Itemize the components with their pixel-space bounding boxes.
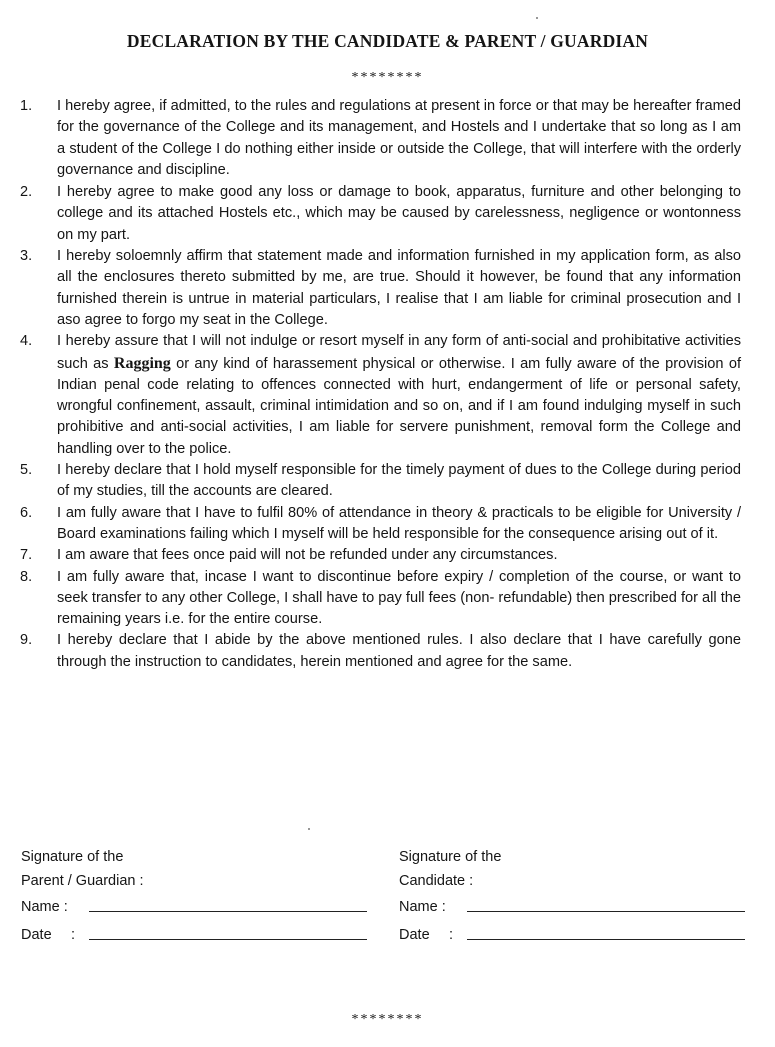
parent-date-row: [21, 921, 371, 949]
list-item: [0, 331, 775, 460]
list-item: [0, 96, 775, 181]
scan-speck: [536, 17, 538, 19]
date-colon: :: [71, 927, 76, 943]
signature-role: Candidate :: [399, 873, 474, 889]
separator-bottom: ********: [351, 1012, 424, 1027]
item-number: 1.: [20, 98, 33, 114]
candidate-name-field[interactable]: [467, 911, 745, 912]
list-item: [0, 460, 775, 503]
page-title: DECLARATION BY THE CANDIDATE & PARENT / GUARDIAN: [126, 31, 649, 51]
signature-heading: Signature of the: [399, 849, 502, 865]
name-label: Name :: [21, 899, 68, 915]
item-number: 2.: [20, 184, 33, 201]
item-text: [57, 331, 741, 460]
candidate-signature-block: [399, 845, 749, 949]
parent-name-field[interactable]: [89, 911, 367, 912]
item-number: 4.: [20, 333, 33, 350]
list-item: [0, 503, 775, 546]
item-number: 7.: [20, 547, 33, 564]
item-text: I hereby declare that I abide by the above mentioned rules. I also declare that I have carefully gone through the instruction to candidates, herein mentioned and agree for the same.: [57, 632, 741, 670]
item-number: 9.: [20, 632, 33, 649]
item-text: I am aware that fees once paid will not be refunded under any circumstances.: [57, 547, 558, 564]
item-text-part: I hereby assure that I will not indulge or resort myself in any form of anti-social and prohibitative activities such as: [57, 333, 741, 372]
item-text: I am fully aware that I have to fulfil 80% of attendance in theory & practicals to be eligible for University / Board examinations failing which I myself will be held responsible for the consequence arising out of it.: [57, 504, 741, 542]
item-number: 5.: [20, 462, 33, 479]
scan-speck: [308, 828, 310, 830]
item-text: I am fully aware that, incase I want to discontinue before expiry / completion of the course, or want to seek transfer to any other College, I shall have to pay full fees (non- refundable) then prescribed for all the remaining years i.e. for the entire course.: [57, 568, 741, 628]
date-label: Date: [399, 927, 430, 943]
declaration-list: [0, 96, 775, 673]
list-item: [0, 182, 775, 246]
item-text: I hereby agree to make good any loss or damage to book, apparatus, furniture and other belonging to college and its attached Hostels etc., which may be caused by carelessness, negligence or wontonness on my part.: [57, 184, 741, 243]
separator-top: ********: [351, 70, 424, 85]
candidate-date-row: [399, 921, 749, 949]
item-text: I hereby agree, if admitted, to the rules and regulations at present in force or that may be hereafter framed for the governance of the College and its management, and Hostels and I undertake that so long as I am a student of the College I do nothing either inside or outside the College, that will interfere with the orderly governance and discipline.: [57, 98, 741, 178]
parent-name-row: [21, 893, 371, 921]
candidate-name-row: [399, 893, 749, 921]
item-text: I hereby declare that I hold myself responsible for the timely payment of dues to the College during period of my studies, till the accounts are cleared.: [57, 462, 741, 500]
item-number: 8.: [20, 568, 33, 585]
name-label: Name :: [399, 899, 446, 915]
candidate-date-field[interactable]: [467, 939, 745, 940]
item-number: 3.: [20, 248, 33, 265]
parent-date-field[interactable]: [89, 939, 367, 940]
date-label: Date: [21, 927, 52, 943]
item-text: I hereby soloemnly affirm that statement made and information furnished in my application form, as also all the enclosures thereto submitted by me, are true. Should it however, be found that any information furnished therein is untrue in material particulars, I realise that I am liable for criminal prosecution and I aso agree to forgo my seat in the College.: [57, 248, 741, 328]
item-text-emphasis: Ragging: [113, 354, 171, 372]
date-colon: :: [449, 927, 454, 943]
signature-heading: Signature of the: [21, 849, 124, 865]
item-number: 6.: [20, 504, 33, 521]
signature-role: Parent / Guardian :: [21, 873, 144, 889]
item-text-part: or any kind of harassement physical or otherwise. I am fully aware of the provision of Indian penal code relating to offences connected with hurt, endangerment of life or personal safety, wrongful confinement, assault, criminal intimidation and so on, and if I am found indulging myself in such prohibitive and anti-social activities, I am liable for servere punishment, removal form the College and handling over to the police.: [57, 355, 741, 457]
list-item: [0, 630, 775, 673]
list-item: [0, 567, 775, 631]
list-item: [0, 545, 775, 566]
parent-signature-block: [21, 845, 371, 949]
list-item: [0, 246, 775, 331]
